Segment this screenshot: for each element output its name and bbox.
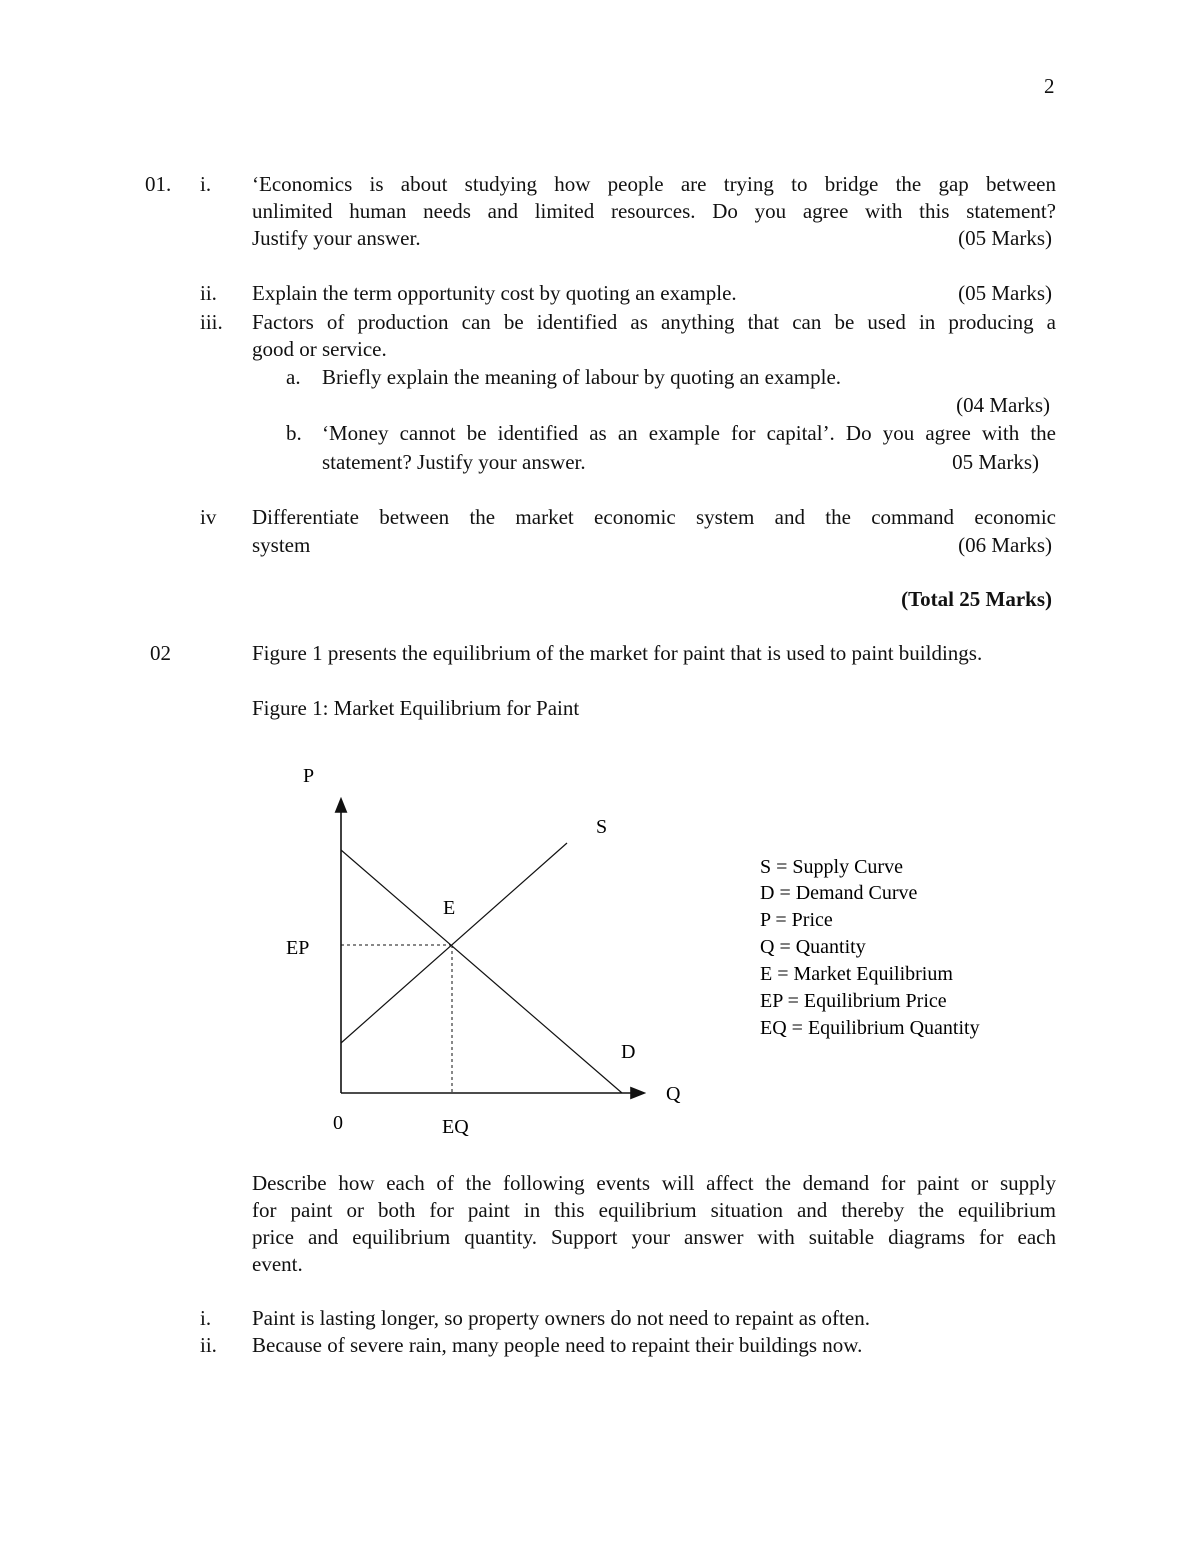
q1-iv-line1: Differentiate between the market economic system and the command economic bbox=[252, 505, 1056, 529]
q1-iii-line1: Factors of production can be identified as anything that can be used in producing a bbox=[252, 310, 1056, 334]
legend-item: S = Supply Curve bbox=[760, 856, 903, 878]
demand-label: D bbox=[621, 1041, 636, 1063]
ep-label: EP bbox=[286, 937, 310, 959]
supply-label: S bbox=[596, 816, 608, 838]
q1-iv-label: iv bbox=[200, 505, 217, 529]
q1-iii-b-marks: 05 Marks) bbox=[952, 450, 1039, 474]
q1-total-marks: (Total 25 Marks) bbox=[901, 587, 1052, 611]
p-axis-label: P bbox=[303, 765, 315, 787]
q1-ii-text: Explain the term opportunity cost by quoting an example. bbox=[252, 281, 737, 305]
page-number: 2 bbox=[1044, 74, 1055, 98]
legend-item: P = Price bbox=[760, 909, 833, 931]
q1-iii-a-marks: (04 Marks) bbox=[956, 393, 1050, 417]
describe-line: for paint or both for paint in this equilibrium situation and thereby the equilibrium bbox=[252, 1198, 1056, 1222]
event-text: Paint is lasting longer, so property owners do not need to repaint as often. bbox=[252, 1306, 870, 1330]
legend-item: Q = Quantity bbox=[760, 936, 866, 958]
q1-iii-a-text: Briefly explain the meaning of labour by quoting an example. bbox=[322, 365, 842, 389]
q2-number: 02 bbox=[150, 641, 171, 665]
q2-intro: Figure 1 presents the equilibrium of the market for paint that is used to paint buildings. bbox=[252, 641, 983, 665]
eq-label: EQ bbox=[442, 1116, 469, 1138]
q1-iv-line2: system bbox=[252, 533, 311, 557]
q1-iii-b-label: b. bbox=[286, 421, 302, 445]
q1-i-line1: ‘Economics is about studying how people are trying to bridge the gap between bbox=[252, 172, 1056, 196]
q1-iv-marks: (06 Marks) bbox=[958, 533, 1052, 557]
figure-title: Figure 1: Market Equilibrium for Paint bbox=[252, 696, 580, 720]
q1-i-label: i. bbox=[200, 172, 212, 196]
origin-label: 0 bbox=[333, 1112, 343, 1134]
legend-item: E = Market Equilibrium bbox=[760, 963, 953, 985]
q1-iii-a-label: a. bbox=[286, 365, 301, 389]
q1-iii-line2: good or service. bbox=[252, 337, 387, 361]
legend-item: D = Demand Curve bbox=[760, 882, 918, 904]
event-label: ii. bbox=[200, 1333, 217, 1357]
q1-ii-marks: (05 Marks) bbox=[958, 281, 1052, 305]
q1-i-marks: (05 Marks) bbox=[958, 226, 1052, 250]
q1-iii-label: iii. bbox=[200, 310, 223, 334]
event-text: Because of severe rain, many people need to repaint their buildings now. bbox=[252, 1333, 863, 1357]
diagram-legend bbox=[760, 856, 980, 1039]
demand-curve bbox=[341, 850, 622, 1093]
equilibrium-label: E bbox=[443, 897, 456, 919]
supply-curve bbox=[341, 843, 567, 1043]
event-label: i. bbox=[200, 1306, 212, 1330]
legend-item: EP = Equilibrium Price bbox=[760, 990, 947, 1012]
q1-iii-b-line1: ‘Money cannot be identified as an example for capital’. Do you agree with the bbox=[322, 421, 1056, 445]
q1-i-line3: Justify your answer. bbox=[252, 226, 421, 250]
describe-line: event. bbox=[252, 1252, 303, 1276]
q1-number: 01. bbox=[145, 172, 172, 196]
describe-line: price and equilibrium quantity. Support your answer with suitable diagrams for each bbox=[252, 1225, 1056, 1249]
q1-iii-b-line2: statement? Justify your answer. bbox=[322, 450, 586, 474]
q1-ii-label: ii. bbox=[200, 281, 217, 305]
q-axis-label: Q bbox=[666, 1083, 681, 1105]
legend-item: EQ = Equilibrium Quantity bbox=[760, 1017, 980, 1039]
describe-line: Describe how each of the following events will affect the demand for paint or supply bbox=[252, 1171, 1056, 1195]
q1-i-line2: unlimited human needs and limited resources. Do you agree with this statement? bbox=[252, 199, 1056, 223]
